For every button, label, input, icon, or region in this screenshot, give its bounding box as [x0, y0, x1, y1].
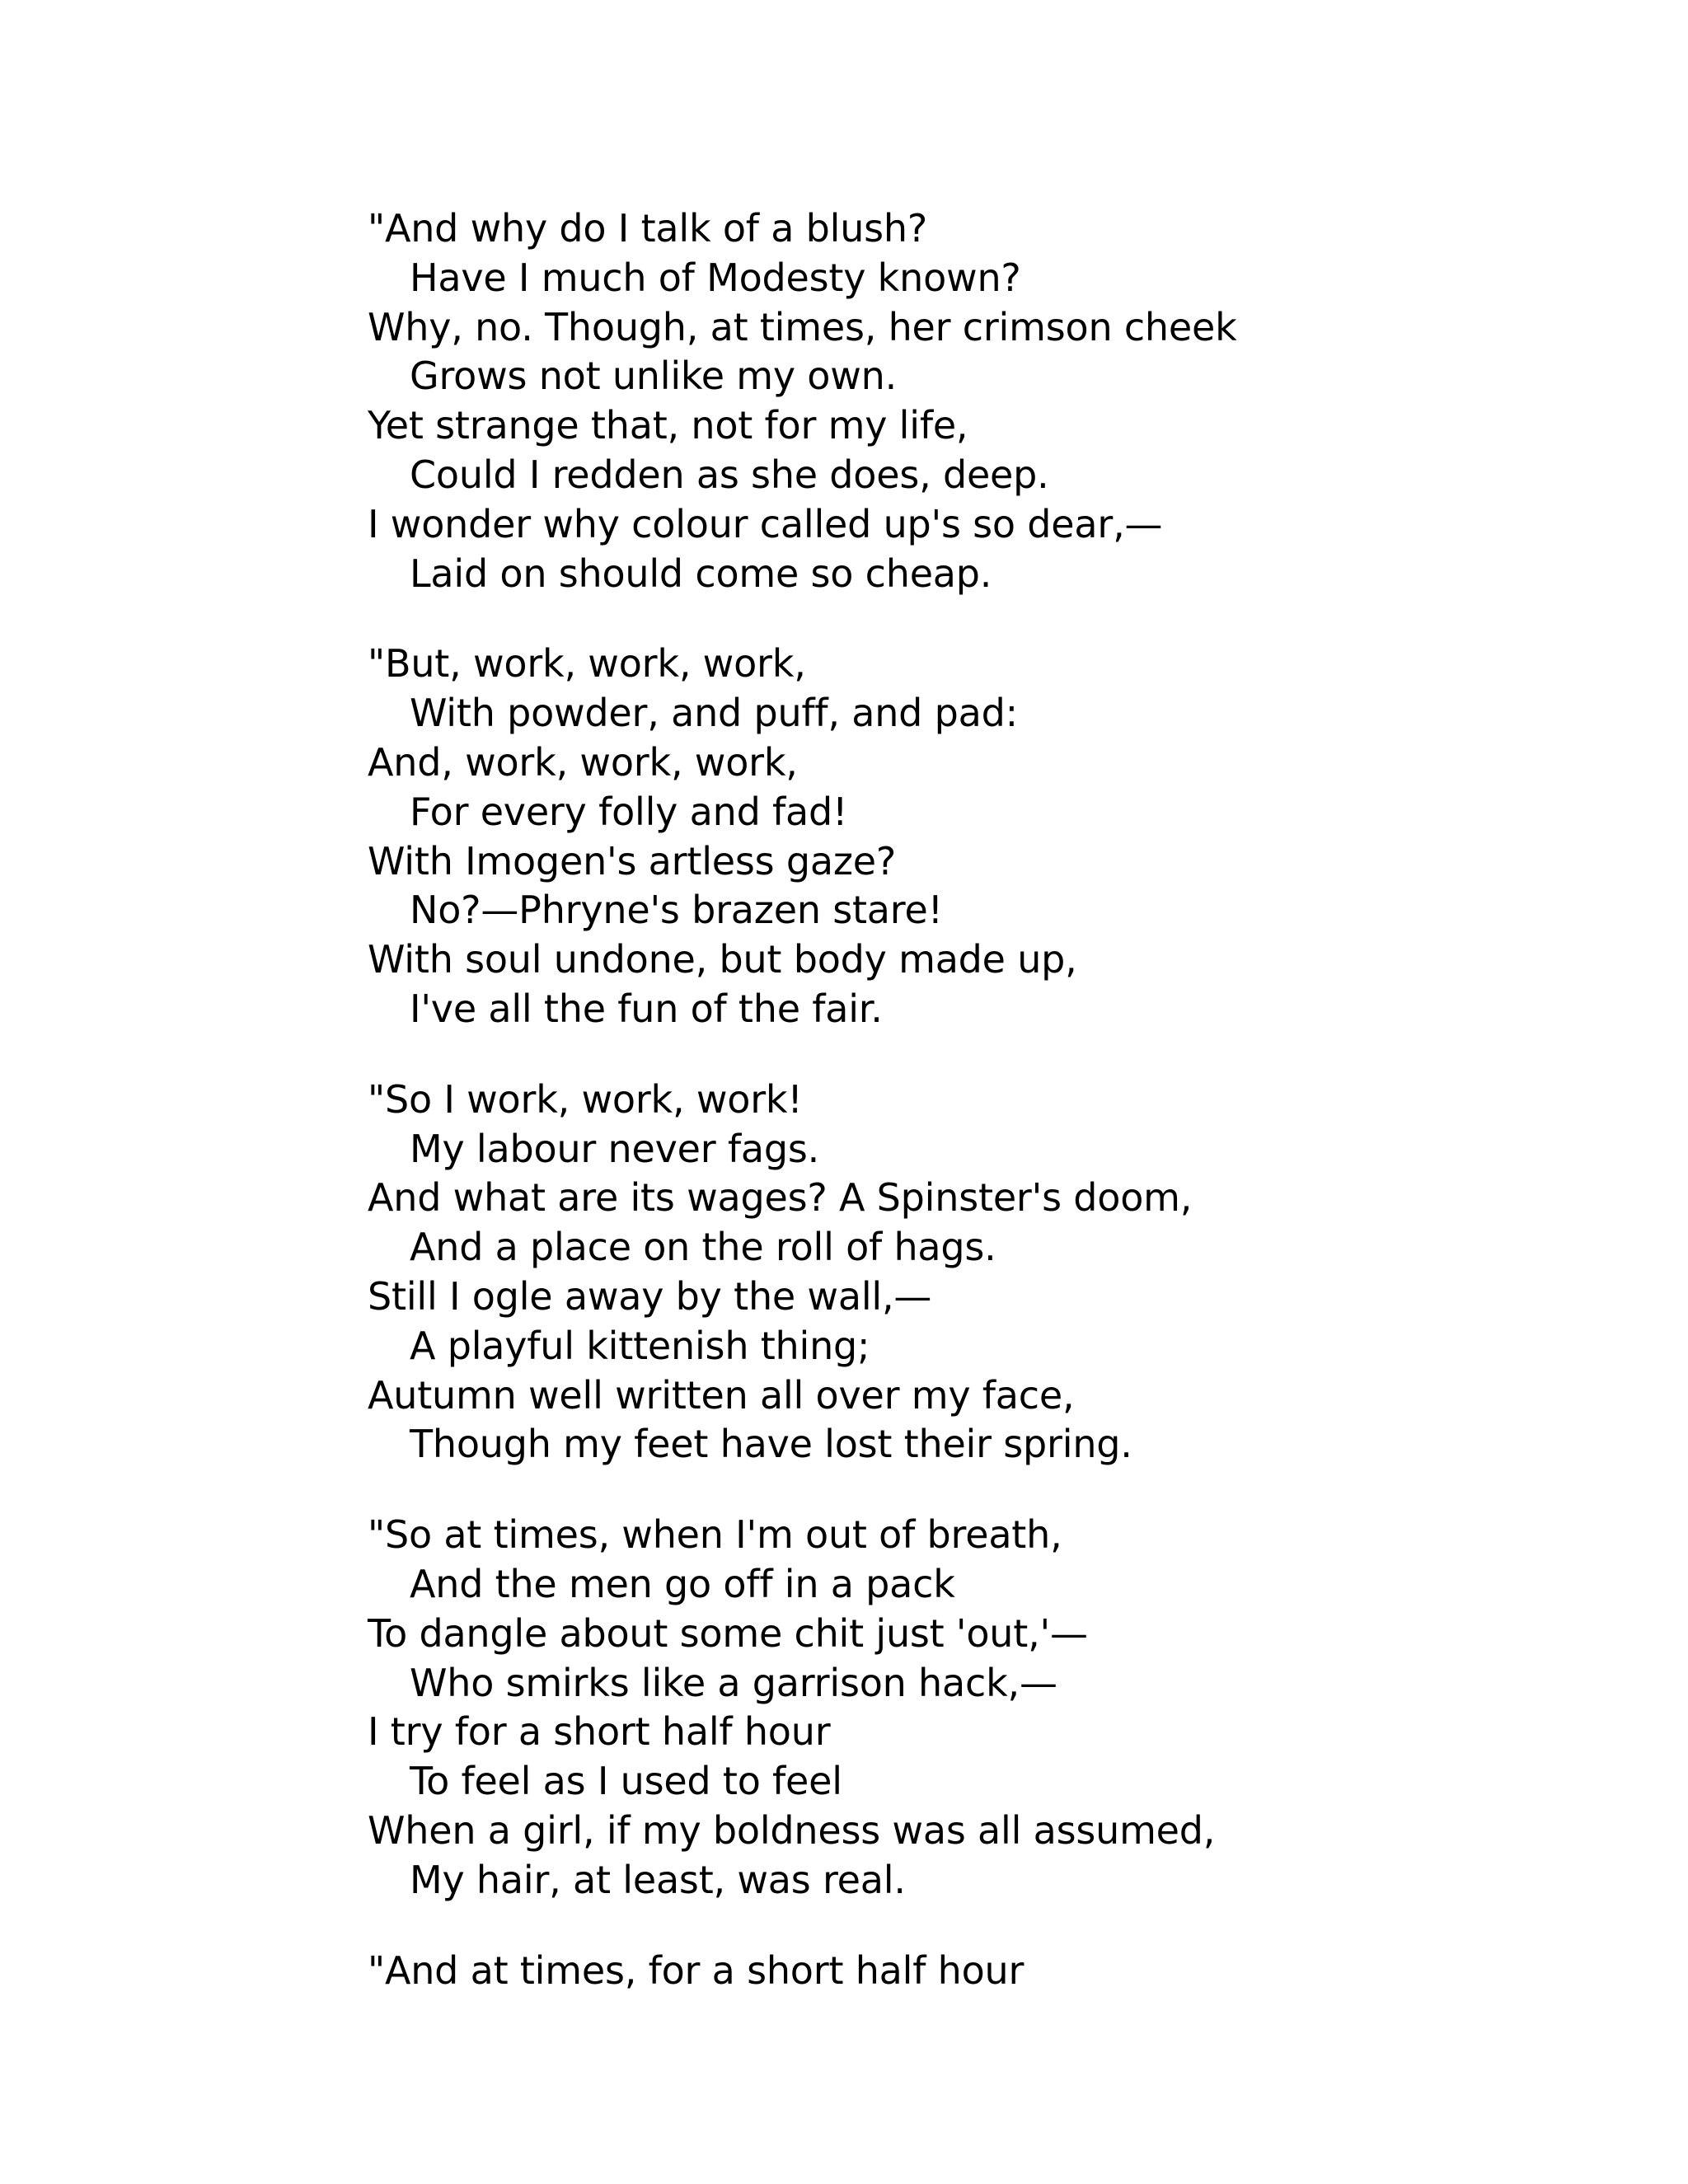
poem-line: "So at times, when I'm out of breath,	[368, 1512, 1062, 1558]
poem-line: I wonder why colour called up's so dear,—	[368, 501, 1163, 546]
poem-line-indented: Laid on should come so cheap.	[410, 551, 992, 596]
poem-line-indented: My labour never fags.	[410, 1126, 820, 1171]
poem-line: I try for a short half hour	[368, 1709, 831, 1755]
poem-line: And, work, work, work,	[368, 739, 798, 785]
poem-line-indented: To feel as I used to feel	[410, 1759, 842, 1804]
poem-line-indented: Grows not unlike my own.	[410, 354, 898, 399]
poem-line: "So I work, work, work!	[368, 1076, 803, 1122]
poem-line-indented: And a place on the roll of hags.	[410, 1225, 996, 1270]
poem-line-indented: And the men go off in a pack	[410, 1561, 955, 1606]
poem-line-indented: A playful kittenish thing;	[410, 1323, 870, 1368]
poem-line-indented: Though my feet have lost their spring.	[410, 1422, 1132, 1467]
poem-line: When a girl, if my boldness was all assumed,	[368, 1807, 1216, 1853]
poem-line: "And why do I talk of a blush?	[368, 206, 928, 251]
poem-line: "And at times, for a short half hour	[368, 1947, 1025, 1993]
stanza	[368, 640, 1439, 1033]
poem-line: With Imogen's artless gaze?	[368, 838, 897, 883]
poem-line: And what are its wages? A Spinster's doom,	[368, 1175, 1193, 1221]
poem-line-indented: I've all the fun of the fair.	[410, 986, 883, 1031]
poem-line-indented: Could I redden as she does, deep.	[410, 452, 1049, 497]
poem-line: With soul undone, but body made up,	[368, 937, 1077, 982]
stanza	[368, 1076, 1439, 1469]
stanza	[368, 204, 1439, 598]
poem-body	[368, 204, 1439, 1993]
poem-line: Yet strange that, not for my life,	[368, 403, 968, 448]
poem-line-indented: No?—Phryne's brazen stare!	[410, 888, 943, 933]
poem-line-indented: Who smirks like a garrison hack,—	[410, 1660, 1057, 1705]
poem-line: "But, work, work, work,	[368, 641, 806, 687]
poem-line-indented: For every folly and fad!	[410, 789, 848, 834]
poem-line-indented: My hair, at least, was real.	[410, 1857, 906, 1902]
poem-line-indented: Have I much of Modesty known?	[410, 255, 1021, 300]
poem-line: Why, no. Though, at times, her crimson cheek	[368, 304, 1237, 349]
poem-line-indented: With powder, and puff, and pad:	[410, 691, 1018, 736]
poem-line: To dangle about some chit just 'out,'—	[368, 1610, 1088, 1656]
stanza	[368, 1947, 1439, 1996]
stanza	[368, 1511, 1439, 1905]
poem-line: Still I ogle away by the wall,—	[368, 1273, 932, 1319]
poem-line: Autumn well written all over my face,	[368, 1372, 1075, 1418]
